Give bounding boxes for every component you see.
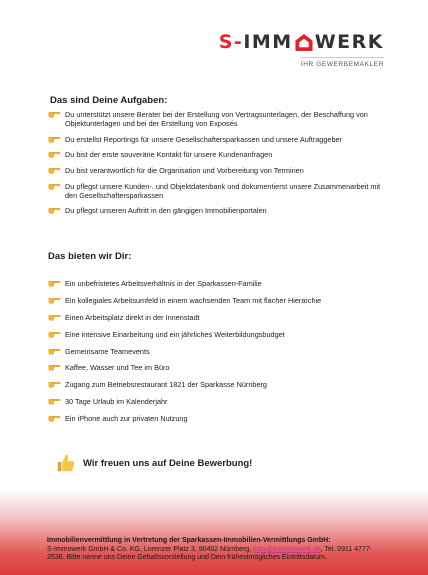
footer-heading: Immobilienvermittlung in Vertretung der Sparkassen-Immobilien-Vermittlungs GmbH: xyxy=(47,537,331,544)
list-item-text: Ein unbefristetes Arbeitsverhältnis in der Sparkassen-Familie xyxy=(65,279,262,288)
logo-wordmark xyxy=(219,31,384,53)
list-item xyxy=(48,380,388,389)
list-item xyxy=(48,166,388,175)
pointing-hand-icon xyxy=(48,312,61,322)
list-item xyxy=(48,182,388,200)
list-item xyxy=(48,330,388,339)
list-item-text: Ein kollegiales Arbeitsumfeld in einem wachsenden Team mit flacher Hierarchie xyxy=(65,295,322,305)
company-logo xyxy=(219,31,384,71)
list-item-text: Kaffee, Wasser und Tee im Büro xyxy=(65,363,170,373)
list-item-text: 30 Tage Urlaub im Kalenderjahr xyxy=(65,397,168,407)
email-link[interactable]: jobs@s-immowerk.de xyxy=(253,545,321,553)
thumbs-up-icon xyxy=(55,452,77,474)
pointing-hand-icon xyxy=(48,379,61,389)
footer-address: S-Immowerk GmbH & Co. KG, Lorenzer Platz 3, 90402 Nürnberg, xyxy=(47,545,252,553)
list-item xyxy=(48,135,388,144)
pointing-hand-icon xyxy=(48,181,61,191)
list-item xyxy=(48,363,388,372)
pointing-hand-icon xyxy=(48,205,61,215)
pointing-hand-icon xyxy=(48,109,61,119)
footer-contact xyxy=(47,537,387,563)
house-icon xyxy=(294,33,314,52)
list-item-text: Eine intensive Einarbeitung und ein jährliches Weiterbildungsbudget xyxy=(65,329,285,339)
footer-phone: , Tel. 0911 4777-2536. Bitte nenne uns Deine Gehaltsvorstellung und Dein frühestmögliches Eintrittsdatum. xyxy=(47,545,373,562)
tasks-heading: Das sind Deine Aufgaben: xyxy=(50,95,168,106)
pointing-hand-icon xyxy=(48,413,61,423)
logo-suffix: WERK xyxy=(314,31,384,53)
list-item-text: Zugang zum Betriebsrestaurant 1821 der Sparkasse Nürnberg xyxy=(65,380,267,390)
pointing-hand-icon xyxy=(48,278,61,288)
tasks-list xyxy=(48,110,388,222)
list-item xyxy=(48,110,388,128)
offer-heading: Das bieten wir Dir: xyxy=(48,251,132,262)
closing-line xyxy=(55,452,252,474)
pointing-hand-icon xyxy=(48,165,61,175)
list-item xyxy=(48,279,388,288)
logo-subtitle: IHR GEWERBEMAKLER xyxy=(301,57,384,68)
pointing-hand-icon xyxy=(48,329,61,339)
list-item xyxy=(48,414,388,423)
offer-list xyxy=(48,279,388,431)
list-item xyxy=(48,313,388,322)
list-item xyxy=(48,206,388,215)
pointing-hand-icon xyxy=(48,396,61,406)
list-item xyxy=(48,296,388,305)
closing-text: Wir freuen uns auf Deine Bewerbung! xyxy=(83,457,253,469)
list-item-text: Du pflegst unsere Kunden-. und Objektdatenbank und dokumentierst unsere Zusammenarbeit mit den Gesellschaftersparkassen xyxy=(65,181,381,200)
list-item xyxy=(48,347,388,356)
list-item-text: Gemeinsame Teamevents xyxy=(65,346,150,356)
pointing-hand-icon xyxy=(48,149,61,159)
logo-prefix: S- xyxy=(218,31,244,53)
pointing-hand-icon xyxy=(48,134,61,144)
list-item-text: Ein iPhone auch zur privaten Nutzung xyxy=(65,414,188,424)
list-item-text: Du bist der erste souveräne Kontakt für unsere Kundenanfragen xyxy=(65,150,273,160)
list-item-text: Du bist verantwortlich für die Organisation und Vorbereitung von Terminen xyxy=(65,165,304,175)
list-item-text: Du pflegst unseren Auftritt in den gängigen Immobilienportalen xyxy=(65,206,267,216)
list-item-text: Du erstellst Reportings für unsere Gesellschaftersparkassen und unsere Auftraggeber xyxy=(65,134,343,144)
list-item-text: Einen Arbeitsplatz direkt in der Innenstadt xyxy=(65,312,200,322)
pointing-hand-icon xyxy=(48,362,61,372)
list-item-text: Du unterstützt unsere Berater bei der Erstellung von Vertragsunterlagen, der Beschaffung von Objektunterlagen und bei der Erstellung von Exposés xyxy=(65,110,368,129)
list-item xyxy=(48,397,388,406)
pointing-hand-icon xyxy=(48,295,61,305)
list-item xyxy=(48,150,388,159)
pointing-hand-icon xyxy=(48,346,61,356)
logo-mid: IMM xyxy=(243,31,293,53)
